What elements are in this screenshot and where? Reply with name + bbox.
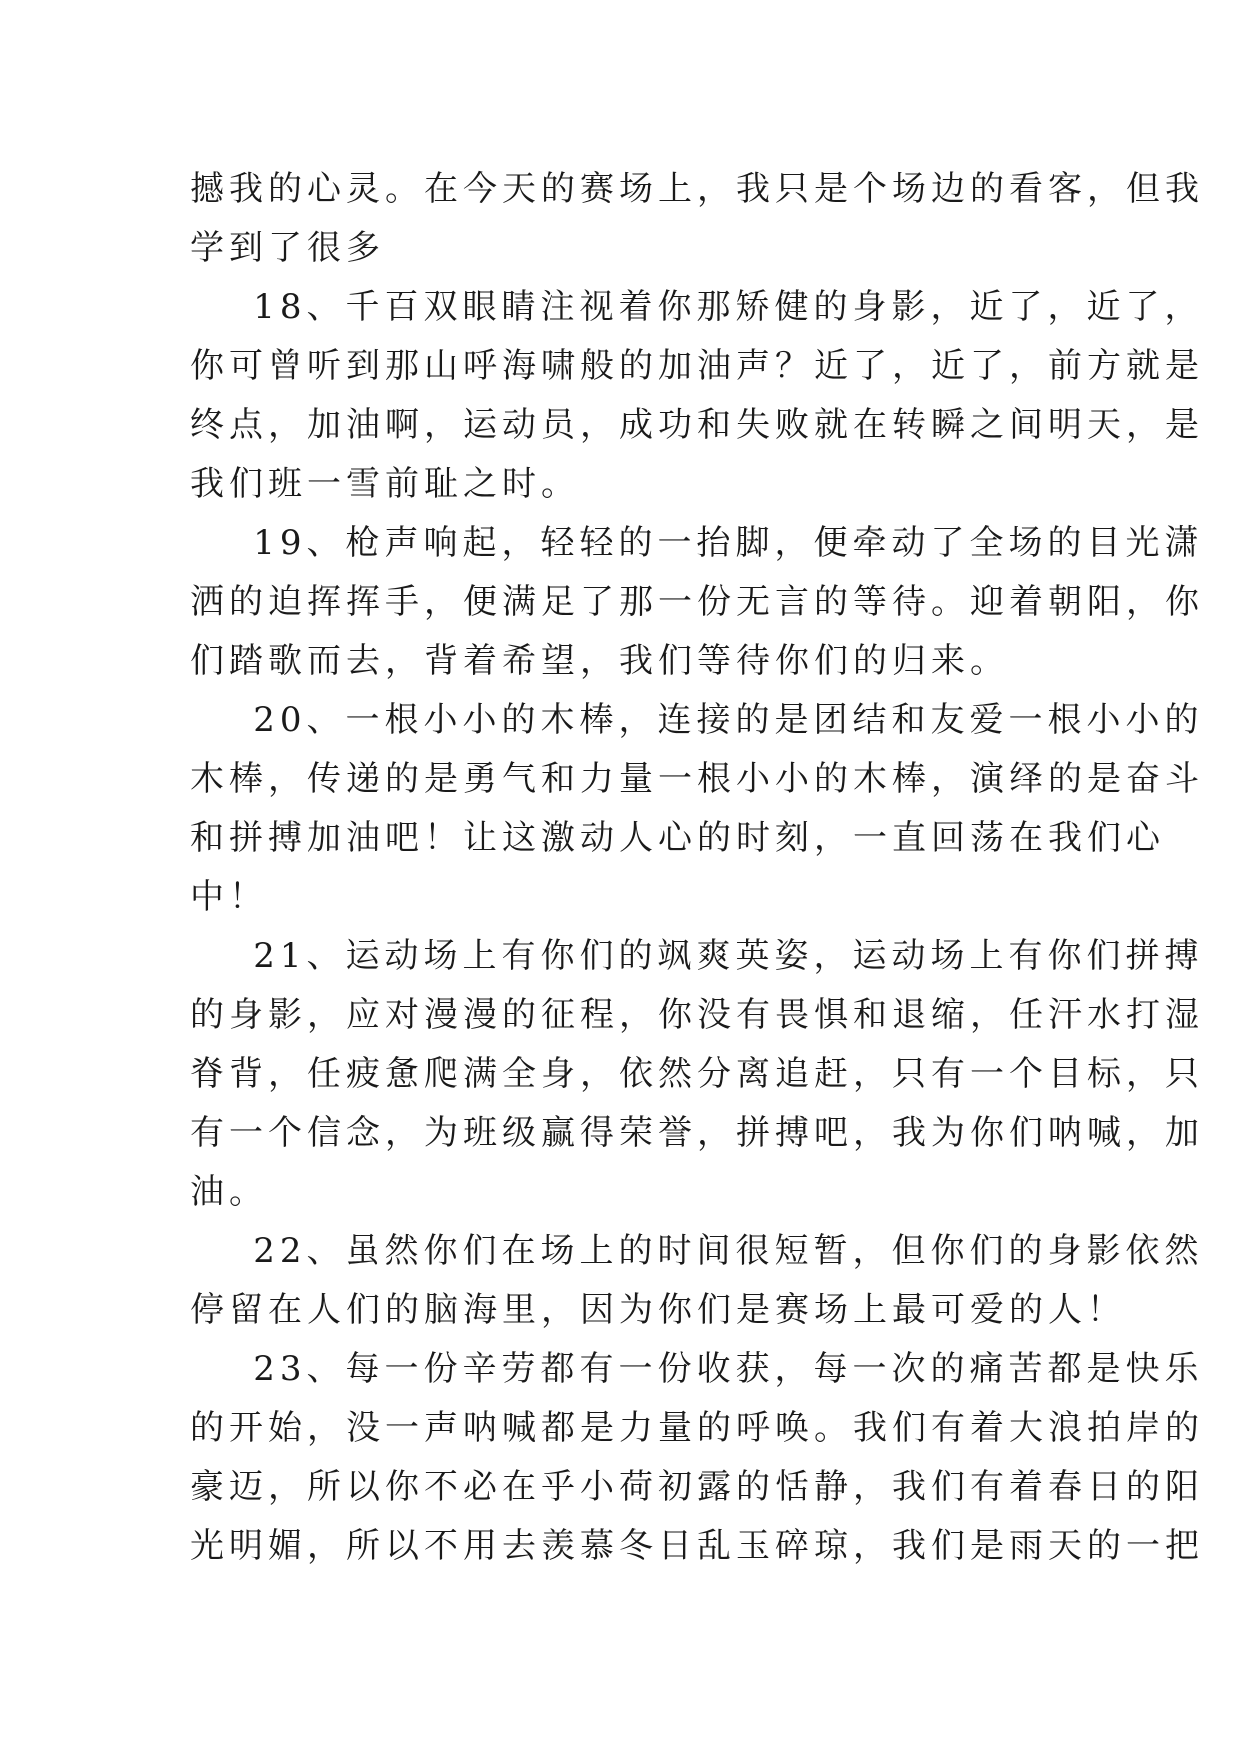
text-line: 和拼搏加油吧！让这激动人心的时刻，一直回荡在我们心 bbox=[190, 818, 1165, 858]
text-line: 洒的迫挥挥手，便满足了那一份无言的等待。迎着朝阳，你 bbox=[190, 582, 1204, 622]
text-line: 22、虽然你们在场上的时间很短暂，但你们的身影依然 bbox=[190, 1231, 1204, 1271]
text-line: 18、千百双眼睛注视着你那矫健的身影，近了，近了， bbox=[190, 287, 1204, 327]
text-line: 20、一根小小的木棒，连接的是团结和友爱一根小小的 bbox=[190, 700, 1204, 740]
text-line: 木棒，传递的是勇气和力量一根小小的木棒，演绎的是奋斗 bbox=[190, 759, 1204, 799]
text-line: 23、每一份辛劳都有一份收获，每一次的痛苦都是快乐 bbox=[190, 1349, 1204, 1389]
text-line: 我们班一雪前耻之时。 bbox=[190, 464, 580, 504]
text-line: 脊背，任疲惫爬满全身，依然分离追赶，只有一个目标，只 bbox=[190, 1054, 1204, 1094]
text-line: 的身影，应对漫漫的征程，你没有畏惧和退缩，任汗水打湿 bbox=[190, 995, 1204, 1035]
text-line: 你可曾听到那山呼海啸般的加油声？近了，近了，前方就是 bbox=[190, 346, 1204, 386]
text-line: 中！ bbox=[190, 877, 268, 917]
paragraph-18 bbox=[190, 278, 1204, 514]
paragraph-23 bbox=[190, 1340, 1204, 1576]
text-line: 有一个信念，为班级赢得荣誉，拼搏吧，我为你们呐喊，加 bbox=[190, 1113, 1204, 1153]
text-line: 油。 bbox=[190, 1172, 268, 1212]
text-line: 19、枪声响起，轻轻的一抬脚，便牵动了全场的目光潇 bbox=[190, 523, 1204, 563]
paragraph-20 bbox=[190, 691, 1204, 927]
text-line: 学到了很多 bbox=[190, 228, 385, 268]
text-line: 21、运动场上有你们的飒爽英姿，运动场上有你们拼搏 bbox=[190, 936, 1204, 976]
document-page bbox=[190, 160, 1204, 1576]
text-line: 豪迈，所以你不必在乎小荷初露的恬静，我们有着春日的阳 bbox=[190, 1467, 1204, 1507]
paragraph-19 bbox=[190, 514, 1204, 691]
text-line: 的开始，没一声呐喊都是力量的呼唤。我们有着大浪拍岸的 bbox=[190, 1408, 1204, 1448]
paragraph-21 bbox=[190, 927, 1204, 1222]
paragraph-17-tail bbox=[190, 160, 1204, 278]
text-line: 终点，加油啊，运动员，成功和失败就在转瞬之间明天，是 bbox=[190, 405, 1204, 445]
text-line: 们踏歌而去，背着希望，我们等待你们的归来。 bbox=[190, 641, 1009, 681]
paragraph-22 bbox=[190, 1222, 1204, 1340]
text-line: 光明媚，所以不用去羡慕冬日乱玉碎琼，我们是雨天的一把 bbox=[190, 1526, 1204, 1566]
text-line: 撼我的心灵。在今天的赛场上，我只是个场边的看客，但我 bbox=[190, 169, 1204, 209]
text-line: 停留在人们的脑海里，因为你们是赛场上最可爱的人！ bbox=[190, 1290, 1126, 1330]
